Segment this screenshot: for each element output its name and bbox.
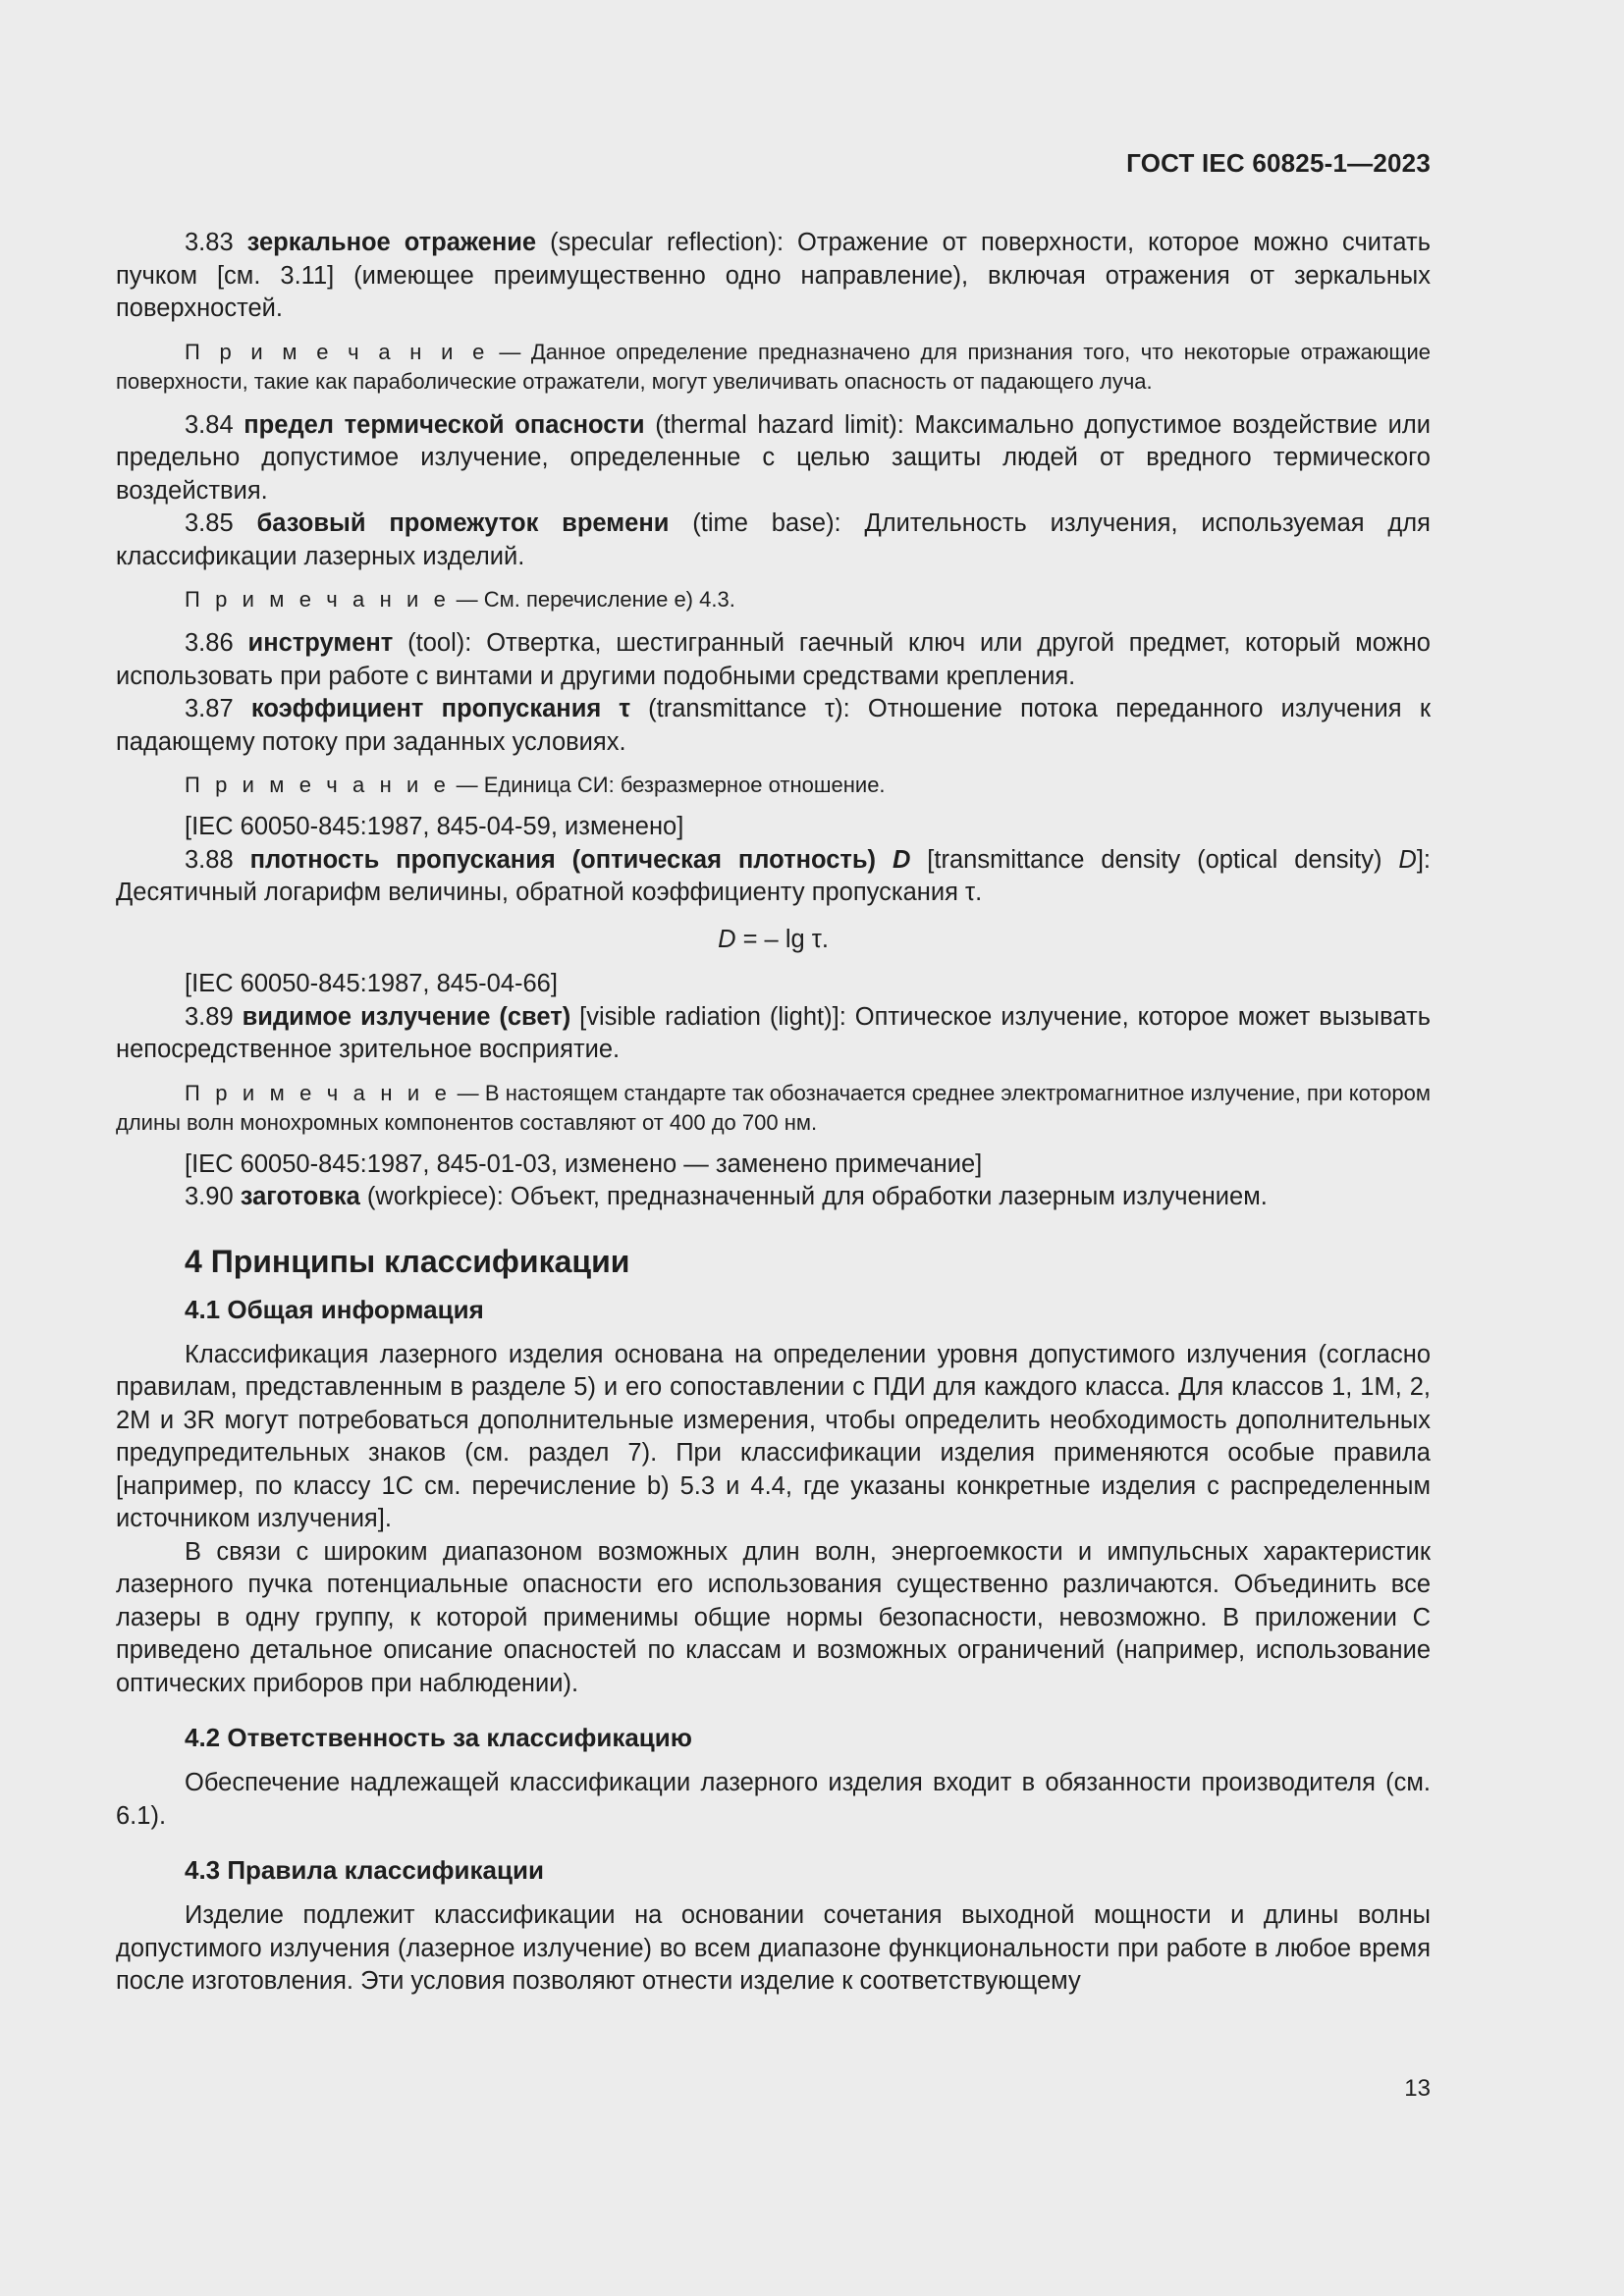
note-label: П р и м е ч а н и е bbox=[185, 1080, 452, 1105]
page-content bbox=[116, 142, 1431, 1999]
definition-3-90 bbox=[116, 1181, 1431, 1214]
source-reference: [IEC 60050-845:1987, 845-04-66] bbox=[185, 970, 558, 997]
definition-text: (thermal hazard limit): Максимально допустимое воздействие или предельно допустимое излучение, определенные с целью защиты людей от вредного термического воздействия. bbox=[116, 410, 1431, 505]
definition-text: (transmittance τ): Отношение потока переданного излучения к падающему потоку при заданных условиях. bbox=[116, 695, 1431, 756]
note-text: — См. перечисление е) 4.3. bbox=[450, 587, 735, 612]
definition-term: инструмент bbox=[247, 629, 394, 657]
definition-term: предел термической опасности bbox=[244, 410, 645, 439]
definition-text: (specular reflection): Отражение от поверхности, которое можно считать пучком [см. 3.11] (имеющее преимущественно одно направление), включая отражения от зеркальных поверхностей. bbox=[116, 229, 1431, 322]
subsection-heading: 4.3 Правила классификации bbox=[185, 1855, 544, 1885]
document-header: ГОСТ IEC 60825-1—2023 bbox=[1126, 148, 1431, 178]
definition-text: [visible radiation (light)]: Оптическое излучение, которое может вызывать непосредственное зрительное восприятие. bbox=[116, 1002, 1431, 1063]
definition-3-89 bbox=[116, 1001, 1431, 1067]
paragraph: Изделие подлежит классификации на основании сочетания выходной мощности и длины волны допустимого излучения (лазерное излучение) во всем диапазоне функциональности при работе в любое время после изготовления. Эти условия позволяют отнести изделие к соответствующему bbox=[116, 1901, 1431, 1995]
definition-term: базовый промежуток времени bbox=[256, 509, 670, 537]
definition-symbol: D bbox=[892, 845, 911, 874]
definition-number: 3.89 bbox=[185, 1002, 234, 1031]
paragraph: Обеспечение надлежащей классификации лазерного изделия входит в обязанности производителя (см. 6.1). bbox=[116, 1769, 1431, 1830]
definition-3-88 bbox=[116, 844, 1431, 910]
note-text: — В настоящем стандарте так обозначается среднее электромагнитное излучение, при котором длины волн монохромных компонентов составляют от 400 до 700 нм. bbox=[116, 1080, 1431, 1135]
note-label: П р и м е ч а н и е bbox=[185, 773, 451, 797]
note-text: — Данное определение предназначено для признания того, что некоторые отражающие поверхности, такие как параболические отражатели, могут увеличивать опасность от падающего луча. bbox=[116, 339, 1431, 394]
subsection-heading: 4.2 Ответственность за классификацию bbox=[185, 1723, 692, 1752]
definition-term: плотность пропускания (оптическая плотность) bbox=[249, 845, 893, 874]
definition-3-85 bbox=[116, 507, 1431, 573]
page-number: 13 bbox=[1404, 2075, 1431, 2102]
paragraph: Классификация лазерного изделия основана на определении уровня допустимого излучения (согласно правилам, представленным в разделе 5) и его сопоставлении с ПДИ для каждого класса. Для классов 1, 1М, 2, 2М и 3R могут потребоваться дополнительные измерения, чтобы определить необходимость дополнительных предупредительных знаков (см. раздел 7). При классификации изделия применяются особые правила [например, по классу 1С см. перечисление b) 5.3 и 4.4, где указаны конкретные изделия с распределенным источником излучения]. bbox=[116, 1340, 1431, 1532]
definition-text: [transmittance density (optical density) bbox=[910, 845, 1399, 874]
formula bbox=[116, 924, 1431, 957]
definition-number: 3.90 bbox=[185, 1183, 234, 1210]
note-text: — Единица СИ: безразмерное отношение. bbox=[450, 773, 886, 797]
section-heading: 4 Принципы классификации bbox=[185, 1243, 630, 1279]
definition-number: 3.84 bbox=[185, 410, 234, 439]
definition-number: 3.83 bbox=[185, 229, 234, 256]
definition-text: (tool): Отвертка, шестигранный гаечный ключ или другой предмет, который можно использовать при работе с винтами и другими подобными средствами крепления. bbox=[116, 629, 1431, 690]
definition-term: заготовка bbox=[240, 1183, 360, 1210]
formula-text: = – lg τ. bbox=[735, 925, 829, 953]
definition-number: 3.87 bbox=[185, 695, 234, 722]
definition-3-86 bbox=[116, 627, 1431, 693]
definition-number: 3.88 bbox=[185, 845, 234, 874]
note-label: П р и м е ч а н и е bbox=[185, 339, 489, 364]
definition-number: 3.86 bbox=[185, 629, 234, 657]
definition-text: (workpiece): Объект, предназначенный для обработки лазерным излучением. bbox=[359, 1183, 1268, 1210]
definition-term: коэффициент пропускания τ bbox=[250, 695, 630, 722]
definition-term: видимое излучение (свет) bbox=[242, 1002, 571, 1031]
definition-symbol: D bbox=[1398, 845, 1417, 874]
note-label: П р и м е ч а н и е bbox=[185, 587, 451, 612]
note-3-83 bbox=[116, 338, 1431, 397]
source-reference: [IEC 60050-845:1987, 845-04-59, изменено] bbox=[185, 813, 684, 840]
source-reference: [IEC 60050-845:1987, 845-01-03, изменено — заменено примечание] bbox=[185, 1149, 983, 1178]
definition-3-83 bbox=[116, 227, 1431, 326]
definition-text: (time base): Длительность излучения, используемая для классификации лазерных изделий. bbox=[116, 509, 1431, 570]
note-3-87 bbox=[116, 771, 1431, 800]
definition-term: зеркальное отражение bbox=[246, 229, 537, 256]
paragraph: В связи с широким диапазоном возможных длин волн, энергоемкости и импульсных характеристик лазерного пучка потенциальные опасности его использования существенно различаются. Объединить все лазеры в одну группу, к которой применимы общие нормы безопасности, невозможно. В приложении С приведено детальное описание опасностей по классам и возможных ограничений (например, использование оптических приборов при наблюдении). bbox=[116, 1537, 1431, 1697]
definition-3-87 bbox=[116, 693, 1431, 759]
definition-number: 3.85 bbox=[185, 509, 234, 537]
note-3-89 bbox=[116, 1079, 1431, 1138]
subsection-heading: 4.1 Общая информация bbox=[185, 1294, 484, 1324]
definition-3-84 bbox=[116, 409, 1431, 508]
formula-symbol: D bbox=[718, 925, 736, 953]
definition-text: ]: Десятичный логарифм величины, обратной коэффициенту пропускания τ. bbox=[116, 845, 1431, 906]
note-3-85 bbox=[116, 585, 1431, 614]
